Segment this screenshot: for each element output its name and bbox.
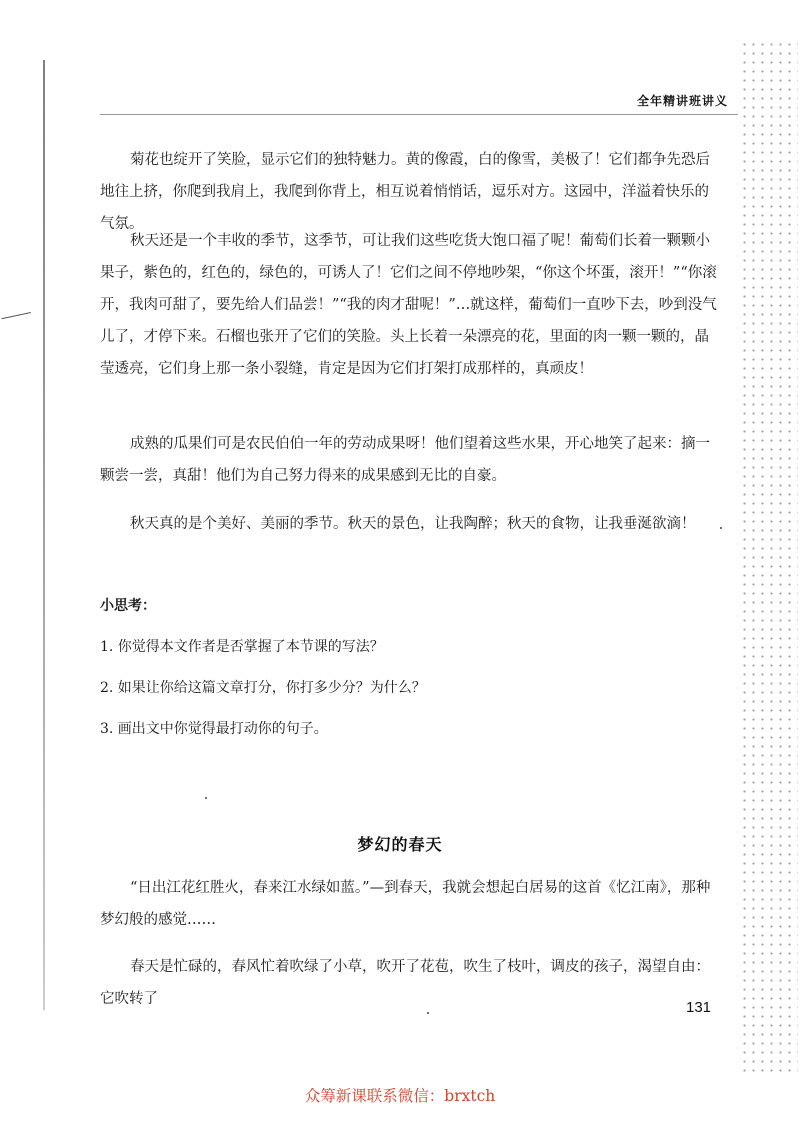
margin-mark [1,312,32,327]
binding-line [43,60,45,1010]
think-title: 小思考： [100,598,156,614]
page-header: 全年精讲班讲义 [636,94,728,108]
watermark-text: 众筹新课联系微信：brxtch [304,1087,496,1105]
article1-paragraph-2: 秋天还是一个丰收的季节，这季节，可让我们这些吃货大饱口福了呢！葡萄们长着一颗颗小果子，紫色的，红色的，绿色的，可诱人了！它们之间不停地吵架，“你这个坏蛋，滚开！”“你滚开，我肉可甜了，要先给人们品尝！”“我的肉才甜呢！”…就这样，葡萄们一直吵下去，吵到没气儿了，才停下来。石榴也张开了它们的笑脸。头上长着一朵漂亮的花，里面的肉一颗一颗的，晶莹透亮，它们身上那一条小裂缝，肯定是因为它们打架打成那样的，真顽皮！ [100,233,717,377]
think-question-2: 2. 如果让你给这篇文章打分，你打多少分？为什么？ [100,680,426,696]
article2-paragraph-1: “日出江花红胜火，春来江水绿如蓝。”—到春天，我就会想起白居易的这首《忆江南》，那种梦幻般的感觉…… [100,880,711,928]
scan-speck [205,797,207,799]
scan-speck [720,527,722,529]
article2-paragraph-2: 春天是忙碌的，春风忙着吹绿了小草，吹开了花苞，吹生了枝叶，调皮的孩子，渴望自由：它吹转了 [100,959,710,1007]
dotted-margin [740,40,798,1075]
article1-paragraph-3: 成熟的瓜果们可是农民伯伯一年的劳动成果呀！他们望着这些水果，开心地笑了起来：摘一颗尝一尝，真甜！他们为自己努力得来的成果感到无比的自豪。 [100,436,710,484]
page-number: 131 [686,999,712,1016]
article1-paragraph-1: 菊花也绽开了笑脸，显示它们的独特魅力。黄的像霞，白的像雪，美极了！它们都争先恐后地往上挤，你爬到我肩上，我爬到你背上，相互说着悄悄话，逗乐对方。这园中，洋溢着快乐的气氛。 [100,152,710,232]
think-question-1: 1. 你觉得本文作者是否掌握了本节课的写法？ [100,639,384,655]
article1-paragraph-4: 秋天真的是个美好、美丽的季节。秋天的景色，让我陶醉；秋天的食物，让我垂涎欲滴！ [130,516,696,532]
scan-speck [427,1012,429,1014]
header-rule [100,114,738,115]
article2-title: 梦幻的春天 [357,835,443,854]
think-question-3: 3. 画出文中你觉得最打动你的句子。 [100,721,328,737]
